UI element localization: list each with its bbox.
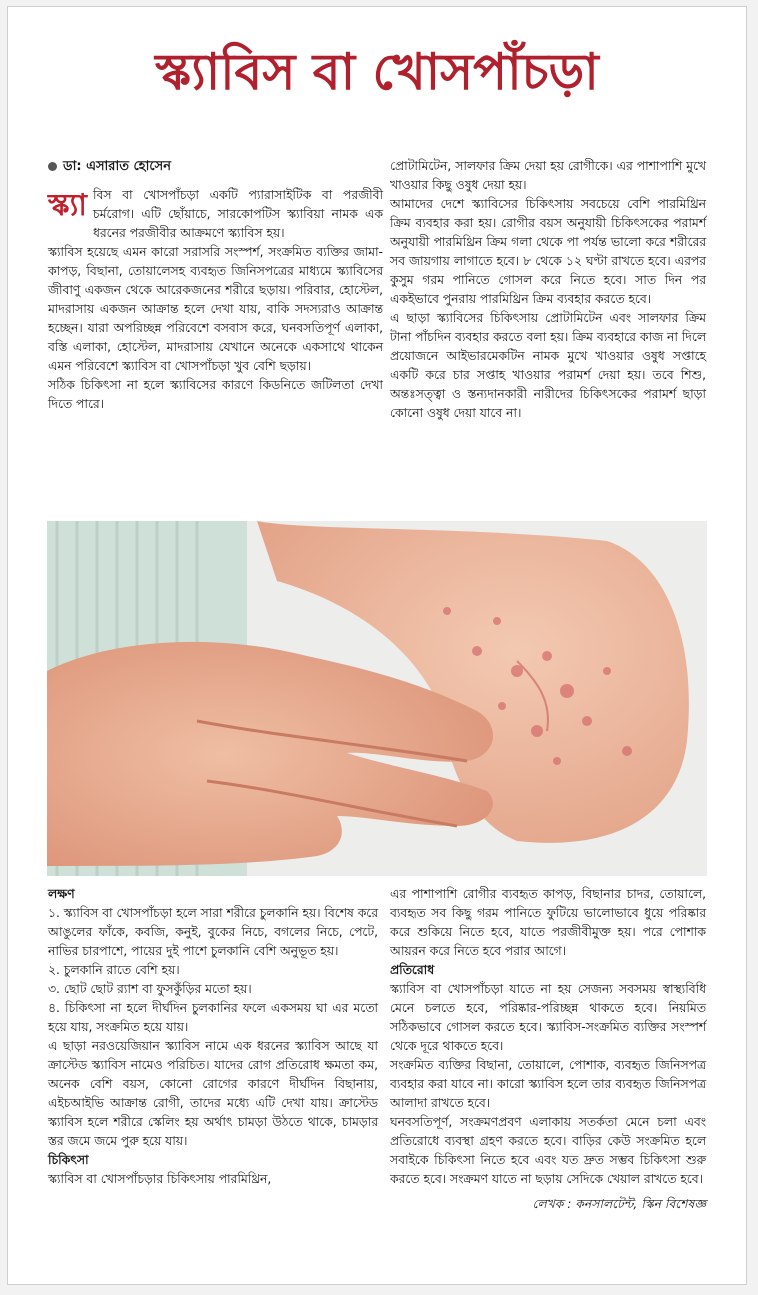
intro-paragraph: স্ক্যা বিস বা খোসপাঁচড়া একটি প্যারাসাইটিক বা পরজীবী চর্মরোগ। এটি ছোঁয়াচে, সারকোপটিস স্ক্যাবিয়া নামক এক ধরনের পরজীবীর আক্রমণে স্ক্যাবিস হয়।	[48, 188, 383, 240]
paragraph: সংক্রমিত ব্যক্তির বিছানা, তোয়ালে, পোশাক, ব্যবহৃত জিনিসপত্র ব্যবহার করা যাবে না। কারো স্ক্যাবিস হলে তার ব্যবহৃত জিনিসপত্র আলাদা রাখতে হবে।	[390, 1058, 706, 1110]
paragraph: এ ছাড়া নরওয়েজিয়ান স্ক্যাবিস নামে এক ধরনের স্ক্যাবিস আছে যা ক্রাস্টেড স্ক্যাবিস নামেও পরিচিত। যাদের রোগ প্রতিরোধ ক্ষমতা কম, অনেক বেশি বয়স, কোনো রোগের কারণে দীর্ঘদিন বিছানায়, এইচআইভি আক্রান্ত রোগী, তাদের মধ্যে এটি দেখা যায়। ক্রাস্টেড স্ক্যাবিস হলে শরীরে স্কেলিং হয় অর্থাৎ চামড়া উঠতে থাকে, চামড়ার স্তর জমে জমে পুরু হয়ে যায়।	[48, 1039, 378, 1148]
newspaper-clipping	[7, 6, 747, 1285]
symptom-item: ১. স্ক্যাবিস বা খোসপাঁচড়া হলে সারা শরীরে চুলকানি হয়। বিশেষ করে আঙুলের ফাঁকে, কবজি, কনুই, বুকের নিচে, বগলের নিচে, পেটে, নাভির চারপাশে, পায়ের দুই পাশে চুলকানি বেশি অনুভূত হয়।	[48, 906, 378, 958]
rash-illustration	[47, 521, 707, 876]
paragraph: সঠিক চিকিৎসা না হলে স্ক্যাবিসের কারণে কিডনিতে জটিলতা দেখা দিতে পারে।	[48, 378, 383, 411]
section-heading-treatment: চিকিৎসা	[48, 1153, 89, 1167]
section-heading-symptoms: লক্ষণ	[48, 887, 75, 901]
author-credit: লেখক : কনসালটেন্ট, স্কিন বিশেষজ্ঞ	[532, 1197, 706, 1211]
article-column-4	[390, 885, 706, 1214]
byline	[48, 157, 383, 176]
article-column-2	[390, 157, 706, 423]
paragraph: এ ছাড়া স্ক্যাবিসের চিকিৎসায় প্রোটামিটেন এবং সালফার ক্রিম টানা পাঁচদিন ব্যবহার করতে বলা হয়। ক্রিম ব্যবহারে কাজ না দিলে প্রয়োজনে আইভারমেকটিন নামক মুখে খাওয়ার ওষুধ সপ্তাহে একটি করে চার সপ্তাহ খাওয়ার পরামর্শ দেয়া হয়। তবে শিশু, অন্তঃসত্ত্বা ও স্তন্যদানকারী নারীদের চিকিৎসকের পরামর্শ ছাড়া কোনো ওষুধ দেয়া যাবে না।	[390, 311, 706, 420]
headline: স্ক্যাবিস বা খোসপাঁচড়া	[155, 42, 599, 101]
author-name: ডা: এসারাত হোসেন	[63, 159, 171, 174]
paragraph: স্ক্যাবিস বা খোসপাঁচড়ার চিকিৎসায় পারমিথ্রিন,	[48, 1172, 272, 1186]
paragraph: ঘনবসতিপূর্ণ, সংক্রমণপ্রবণ এলাকায় সতর্কতা মেনে চলা এবং প্রতিরোধে ব্যবস্থা গ্রহণ করতে হবে। বাড়ির কেউ সংক্রমিত হলে সবাইকে চিকিৎসা নিতে হবে এবং যত দ্রুত সম্ভব চিকিৎসা শুরু করতে হবে। সংক্রমণ যাতে না ছড়ায় সেদিকে খেয়াল রাখতে হবে।	[390, 1115, 706, 1186]
drop-cap: স্ক্যা	[48, 188, 88, 223]
symptom-item: ২. চুলকানি রাতে বেশি হয়।	[48, 963, 180, 977]
bullet-icon	[48, 162, 57, 171]
paragraph: এর পাশাপাশি রোগীর ব্যবহৃত কাপড়, বিছানার চাদর, তোয়ালে, ব্যবহৃত সব কিছু গরম পানিতে ফুটিয়ে ভালোভাবে ধুয়ে পরিষ্কার করে শুকিয়ে নিতে হবে, যাতে পরজীবীমুক্ত হয়। পরে পোশাক আয়রন করে নিতে হবে পরার আগে।	[390, 887, 706, 958]
paragraph: প্রোটামিটেন, সালফার ক্রিম দেয়া হয় রোগীকে। এর পাশাপাশি মুখে খাওয়ার কিছু ওষুধ দেয়া হয়।	[390, 159, 706, 192]
article-photo-skin-rash	[47, 521, 707, 876]
paragraph: স্ক্যাবিস হয়েছে এমন কারো সরাসরি সংস্পর্শ, সংক্রমিত ব্যক্তির জামা-কাপড়, বিছানা, তোয়ালেসহ ব্যবহৃত জিনিসপত্রের মাধ্যমে স্ক্যাবিসের জীবাণু একজন থেকে আরেকজনের শরীরে ছড়ায়। পরিবার, হোস্টেল, মাদরাসায় একজন আক্রান্ত হলে দেখা যায়, বাকি সদস্যরাও আক্রান্ত হচ্ছেন। যারা অপরিচ্ছন্ন পরিবেশে বসবাস করে, ঘনবসতিপূর্ণ এলাকা, বস্তি এলাকা, হোস্টেল, মাদরাসায় যেখানে অনেকে একসাথে থাকেন এমন পরিবেশে স্ক্যাবিস বা খোসপাঁচড়া খুব বেশি ছড়ায়।	[48, 245, 383, 373]
paragraph: আমাদের দেশে স্ক্যাবিসের চিকিৎসায় সবচেয়ে বেশি পারমিথ্রিন ক্রিম ব্যবহার করা হয়। রোগীর বয়স অনুযায়ী চিকিৎসকের পরামর্শ অনুযায়ী পারমিথ্রিন ক্রিম গলা থেকে পা পর্যন্ত ভালো করে শরীরের সব জায়গায় লাগাতে হবে। ৮ থেকে ১২ ঘণ্টা রাখতে হবে। এরপর কুসুম গরম পানিতে গোসল করে নিতে হবে। সাত দিন পর একইভাবে পুনরায় পারমিথ্রিন ক্রিম ব্যবহার করতে হবে।	[390, 197, 706, 306]
article-column-3	[48, 885, 378, 1189]
symptom-item: ৩. ছোট ছোট র‍্যাশ বা ফুসকুঁড়ির মতো হয়।	[48, 982, 252, 996]
paragraph: স্ক্যাবিস বা খোসপাঁচড়া যাতে না হয় সেজন্য সবসময় স্বাস্থ্যবিধি মেনে চলতে হবে, পরিষ্কার-পরিচ্ছন্ন থাকতে হবে। নিয়মিত সঠিকভাবে গোসল করতে হবে। স্ক্যাবিস-সংক্রমিত ব্যক্তির সংস্পর্শ থেকে দূরে থাকতে হবে।	[390, 982, 706, 1053]
symptom-item: ৪. চিকিৎসা না হলে দীর্ঘদিন চুলকানির ফলে একসময় ঘা এর মতো হয়ে যায়, সংক্রমিত হয়ে যায়।	[48, 1001, 378, 1034]
article-column-1	[48, 157, 383, 414]
section-heading-prevention: প্রতিরোধ	[390, 963, 435, 977]
